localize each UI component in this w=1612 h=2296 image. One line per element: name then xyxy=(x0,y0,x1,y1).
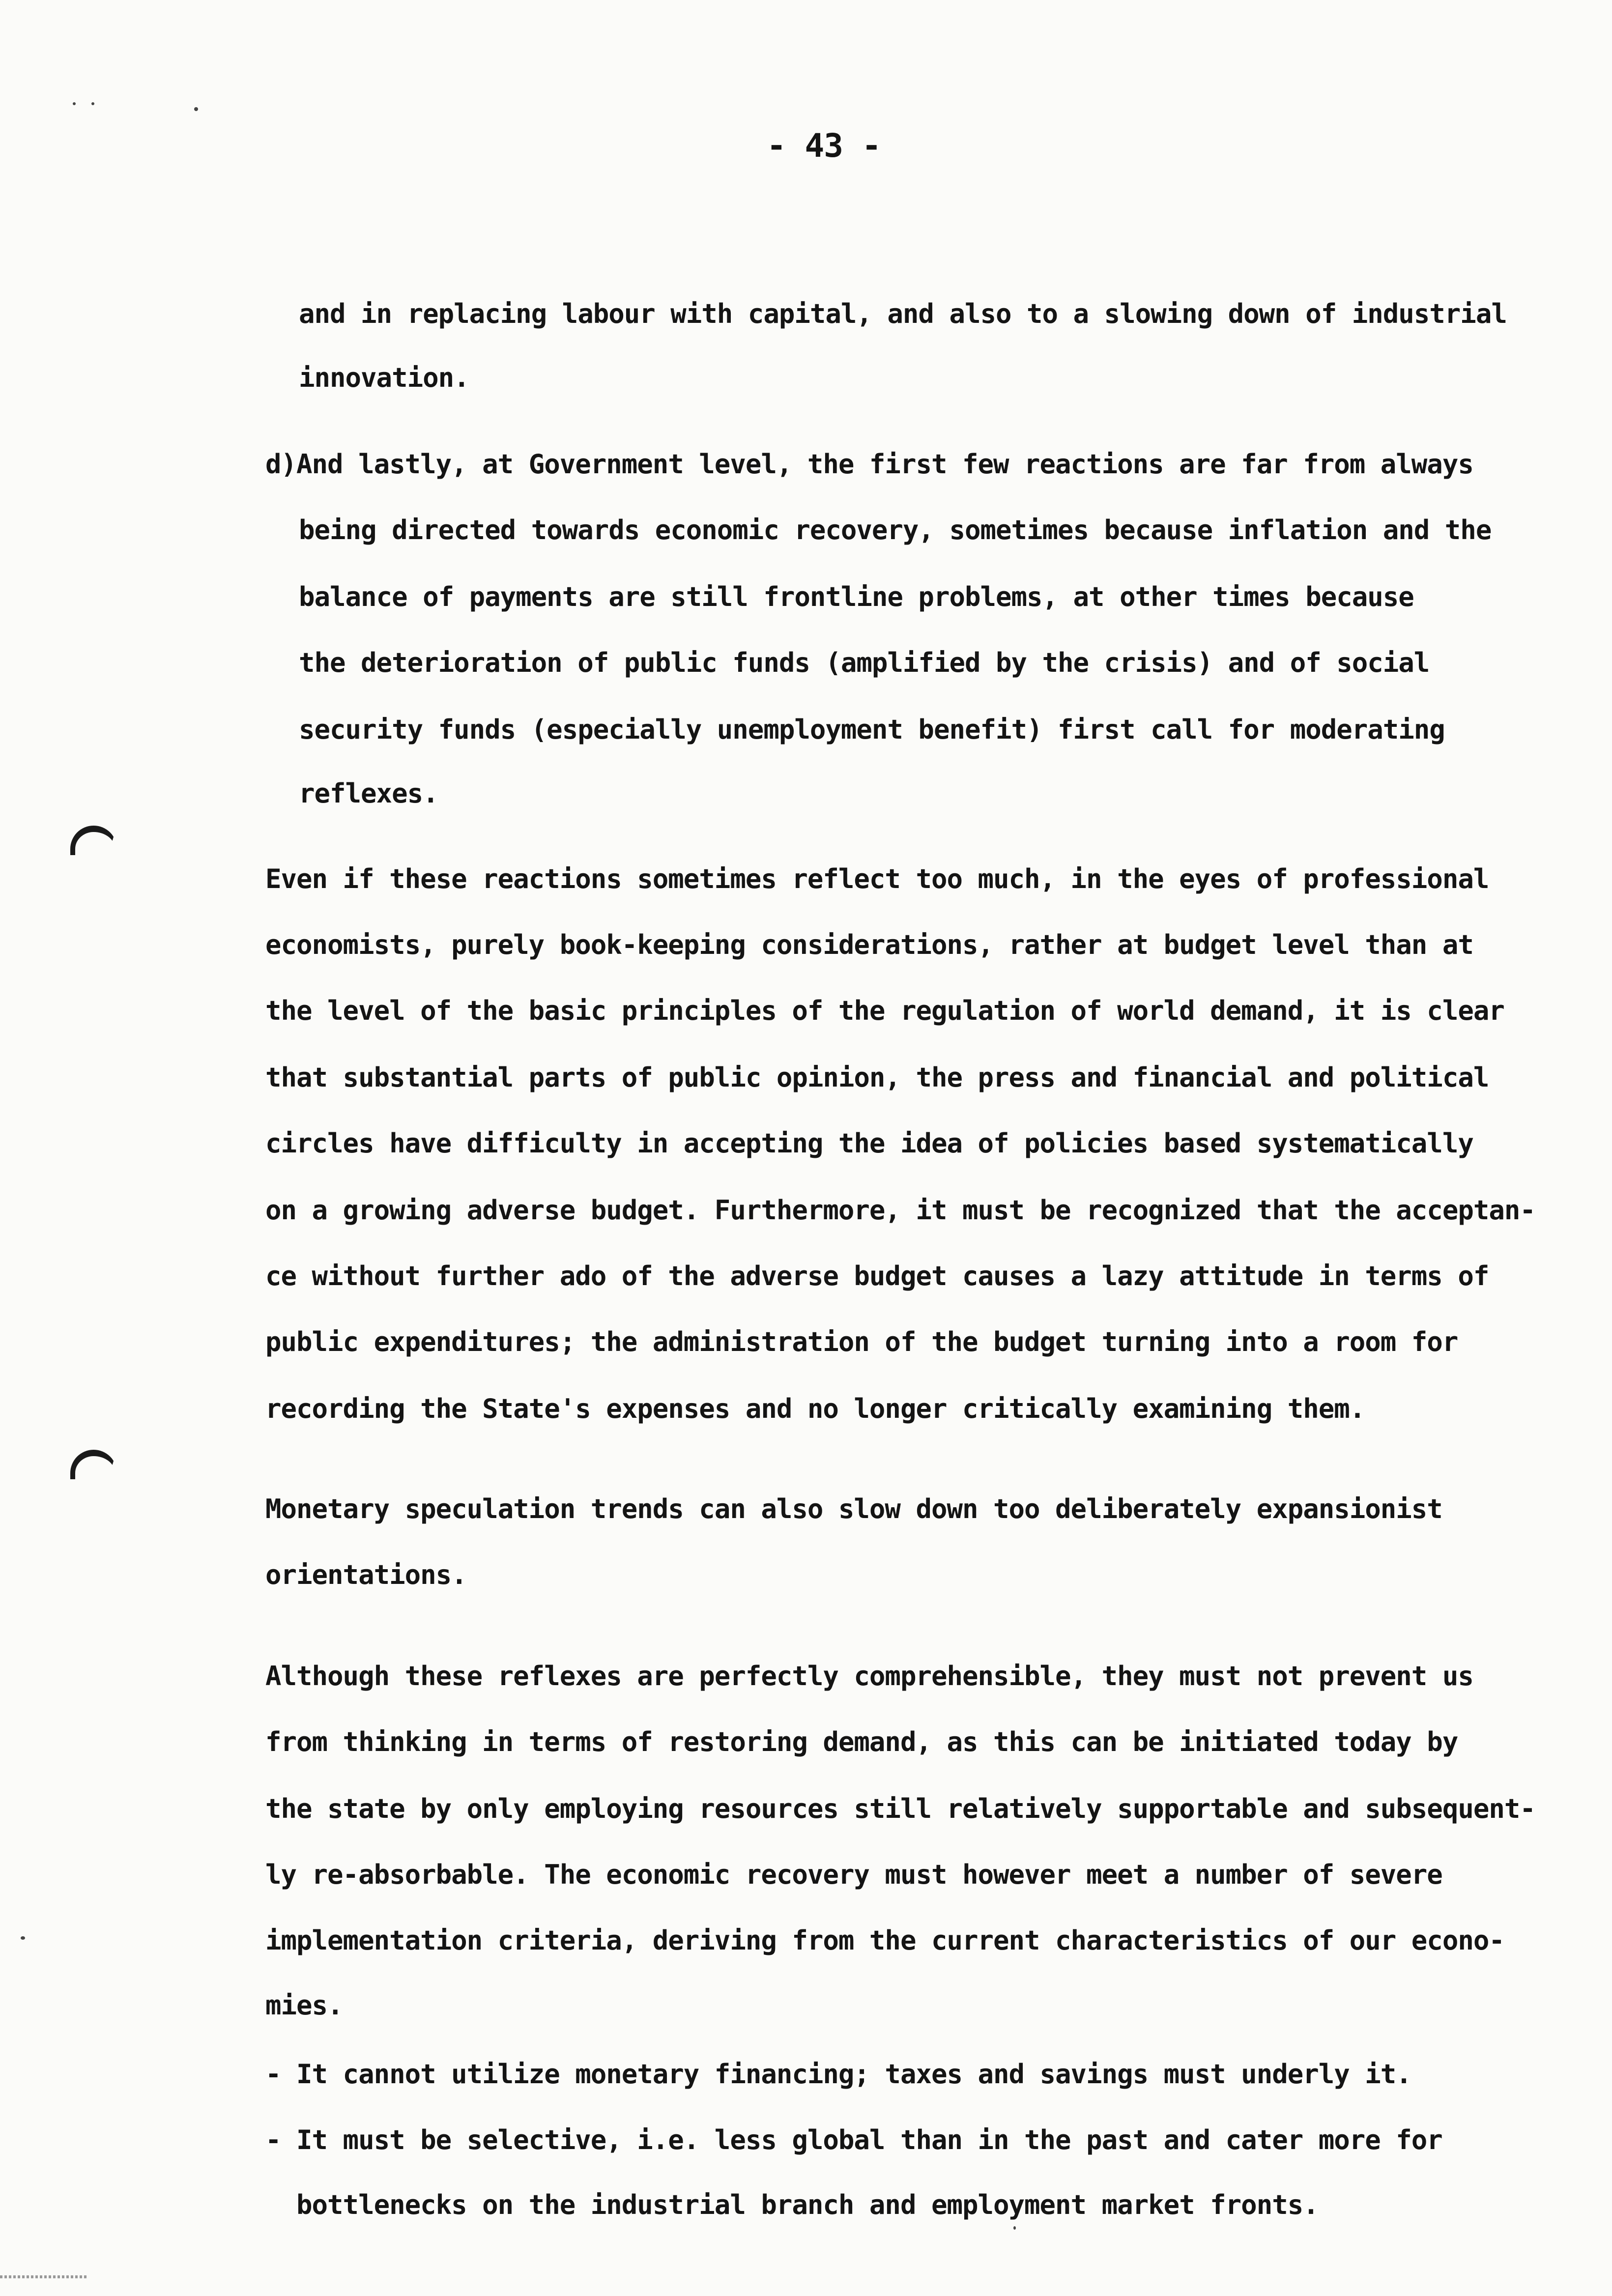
text-line: circles have difficulty in accepting the idea of policies based systematically xyxy=(265,1128,1473,1159)
text-line: and in replacing labour with capital, and also to a slowing down of industrial xyxy=(299,298,1507,329)
text-line: security funds (especially unemployment benefit) first call for moderating xyxy=(299,714,1445,745)
text-line: ce without further ado of the adverse budget causes a lazy attitude in terms of xyxy=(265,1261,1489,1292)
text-line: the state by only employing resources still relatively supportable and subsequent- xyxy=(265,1793,1535,1824)
scan-speck xyxy=(73,102,76,105)
text-line: mies. xyxy=(265,1990,343,2021)
text-line: orientations. xyxy=(265,1559,467,1590)
page-number: - 43 - xyxy=(767,127,881,165)
text-line: economists, purely book-keeping considerations, rather at budget level than at xyxy=(265,929,1473,960)
text-line: Monetary speculation trends can also slow down too deliberately expansionist xyxy=(265,1493,1442,1524)
text-line: d)And lastly, at Government level, the first few reactions are far from always xyxy=(265,449,1473,480)
scan-speck xyxy=(21,1936,25,1940)
text-line: reflexes. xyxy=(299,778,438,809)
text-line: balance of payments are still frontline problems, at other times because xyxy=(299,581,1414,612)
text-line: recording the State's expenses and no longer critically examining them. xyxy=(265,1393,1365,1424)
bullet-line: - It cannot utilize monetary financing; taxes and savings must underly it. xyxy=(265,2059,1411,2090)
scan-edge-mark xyxy=(0,2275,88,2278)
text-line: Even if these reactions sometimes reflect too much, in the eyes of professional xyxy=(265,863,1489,894)
binder-hole-mark xyxy=(70,1450,117,1479)
text-line: the deterioration of public funds (amplified by the crisis) and of social xyxy=(299,647,1430,678)
text-line: the level of the basic principles of the regulation of world demand, it is clear xyxy=(265,995,1504,1026)
bullet-line: bottlenecks on the industrial branch and employment market fronts. xyxy=(265,2189,1319,2220)
scan-speck xyxy=(1013,2226,1016,2230)
scan-speck xyxy=(194,107,198,111)
text-line: from thinking in terms of restoring demand, as this can be initiated today by xyxy=(265,1726,1458,1757)
bullet-line: - It must be selective, i.e. less global than in the past and cater more for xyxy=(265,2124,1442,2155)
text-line: Although these reflexes are perfectly comprehensible, they must not prevent us xyxy=(265,1661,1473,1692)
text-line: that substantial parts of public opinion, the press and financial and political xyxy=(265,1062,1489,1093)
text-line: ly re-absorbable. The economic recovery must however meet a number of severe xyxy=(265,1859,1442,1890)
binder-hole-mark xyxy=(70,826,117,855)
text-line: innovation. xyxy=(299,362,469,393)
scan-speck xyxy=(91,102,94,105)
text-line: on a growing adverse budget. Furthermore, it must be recognized that the acceptan- xyxy=(265,1195,1535,1226)
text-line: public expenditures; the administration of the budget turning into a room for xyxy=(265,1326,1458,1357)
text-line: being directed towards economic recovery, sometimes because inflation and the xyxy=(299,515,1492,545)
text-line: implementation criteria, deriving from the current characteristics of our econo- xyxy=(265,1925,1504,1956)
